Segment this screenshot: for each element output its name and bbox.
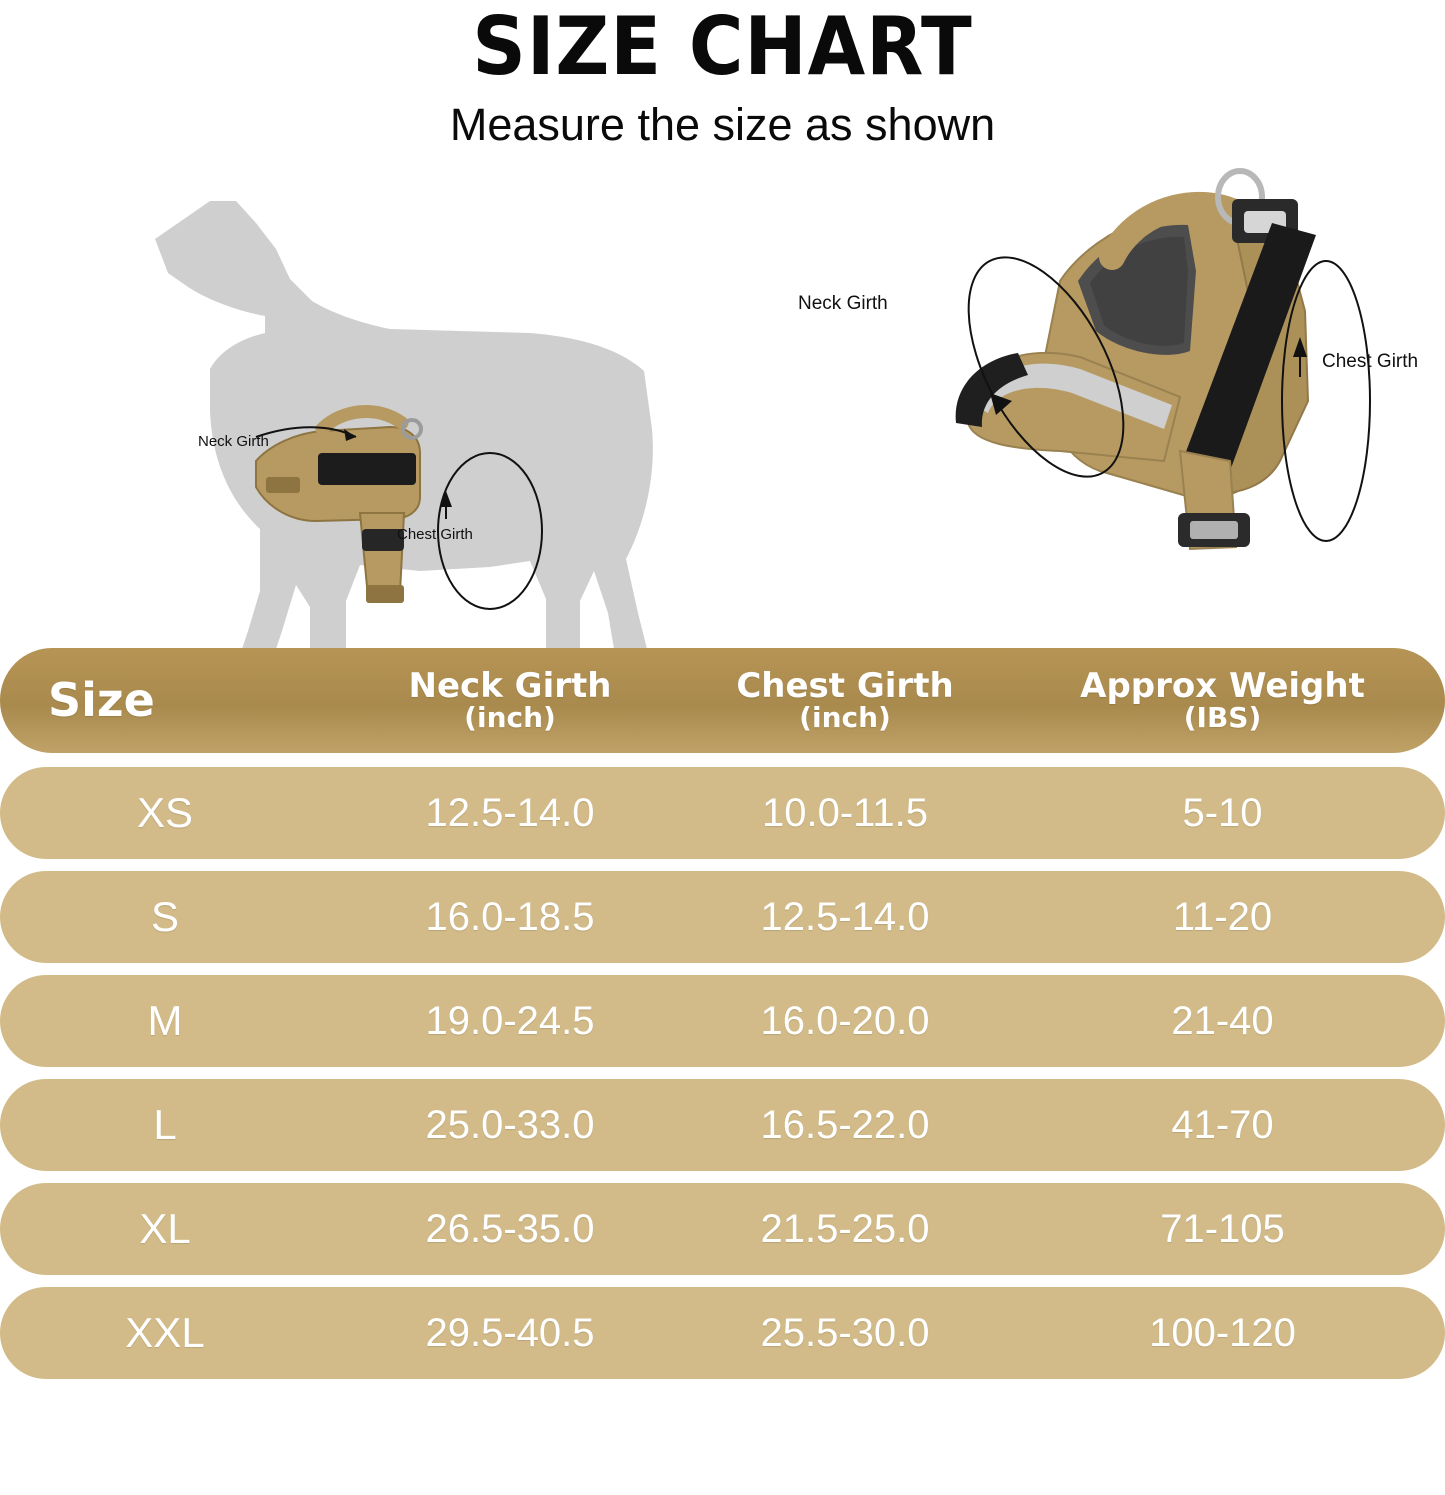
- table-row: [0, 1183, 1445, 1275]
- table-row: [0, 975, 1445, 1067]
- dog-silhouette-svg: [60, 161, 680, 661]
- cell-weight: 5-10: [1182, 790, 1263, 835]
- cell-weight: 100-120: [1149, 1310, 1296, 1355]
- page-header: [0, 0, 1445, 150]
- table-row: [0, 767, 1445, 859]
- right-neck-girth-label: Neck Girth: [798, 292, 888, 314]
- left-neck-girth-label: Neck Girth: [198, 432, 269, 450]
- column-header-weight-unit: (IBS): [1183, 700, 1262, 734]
- dog-harness-diagram: [60, 161, 680, 661]
- cell-chest: 21.5-25.0: [760, 1206, 930, 1251]
- illustration-band: [0, 161, 1445, 661]
- column-header-chest: [690, 665, 1000, 734]
- cell-chest: 25.5-30.0: [760, 1310, 930, 1355]
- cell-size: M: [147, 997, 183, 1044]
- cell-size: L: [153, 1101, 177, 1148]
- cell-neck: 16.0-18.5: [425, 894, 595, 939]
- harness-product-diagram: [760, 161, 1440, 631]
- cell-weight: 71-105: [1160, 1206, 1285, 1251]
- table-row: [0, 1079, 1445, 1171]
- cell-neck: 12.5-14.0: [425, 790, 595, 835]
- column-header-chest-unit: (inch): [799, 700, 891, 734]
- column-header-size-label: Size: [48, 673, 155, 728]
- left-chest-girth-label: Chest Girth: [397, 525, 473, 543]
- harness-product-svg: [760, 161, 1440, 631]
- page-title: SIZE CHART: [472, 0, 973, 93]
- page-subtitle: Measure the size as shown: [449, 98, 996, 150]
- cell-chest: 16.0-20.0: [760, 998, 930, 1043]
- column-header-size: [0, 673, 330, 728]
- cell-chest: 10.0-11.5: [761, 790, 929, 835]
- cell-neck: 26.5-35.0: [425, 1206, 595, 1251]
- cell-size: S: [150, 893, 179, 940]
- size-chart-table: [0, 648, 1445, 1391]
- cell-size: XS: [136, 789, 194, 836]
- right-chest-girth-label: Chest Girth: [1322, 350, 1419, 372]
- column-header-weight: [1000, 665, 1445, 734]
- column-header-neck-label: Neck Girth: [408, 665, 612, 706]
- cell-neck: 25.0-33.0: [425, 1102, 595, 1147]
- cell-neck: 29.5-40.5: [425, 1310, 595, 1355]
- cell-weight: 21-40: [1171, 998, 1274, 1043]
- cell-weight: 41-70: [1171, 1102, 1274, 1147]
- table-row: [0, 871, 1445, 963]
- table-header-row: [0, 648, 1445, 753]
- cell-neck: 19.0-24.5: [425, 998, 595, 1043]
- cell-weight: 11-20: [1172, 894, 1273, 939]
- column-header-neck: [330, 665, 690, 734]
- table-row: [0, 1287, 1445, 1379]
- column-header-chest-label: Chest Girth: [736, 665, 954, 706]
- column-header-weight-label: Approx Weight: [1080, 665, 1365, 706]
- cell-chest: 16.5-22.0: [760, 1102, 930, 1147]
- cell-chest: 12.5-14.0: [760, 894, 930, 939]
- column-header-neck-unit: (inch): [464, 700, 556, 734]
- cell-size: XXL: [125, 1309, 205, 1356]
- cell-size: XL: [139, 1205, 191, 1252]
